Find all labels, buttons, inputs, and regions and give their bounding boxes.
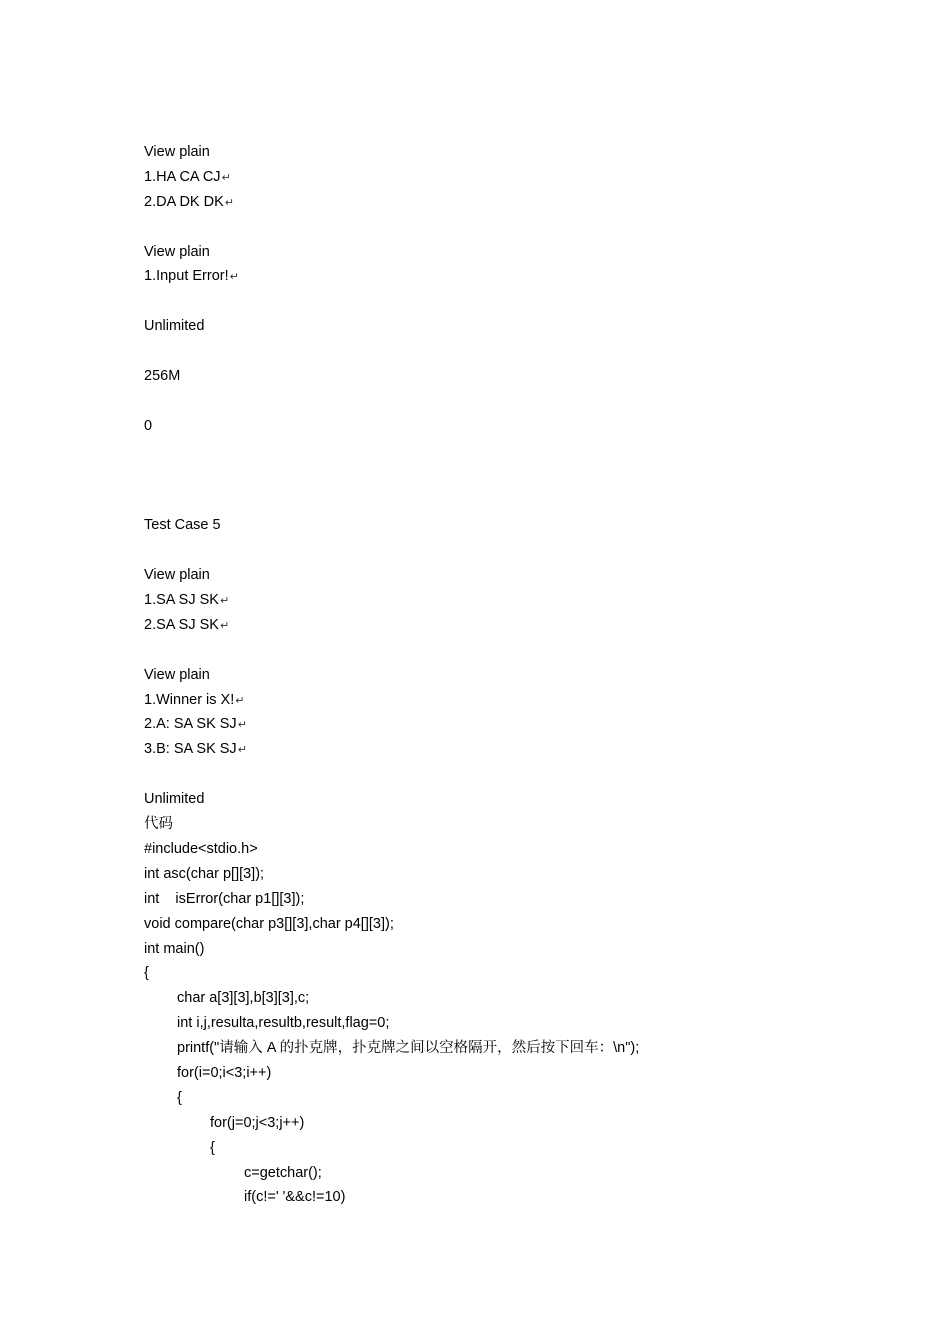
code-line: for(i=0;i<3;i++)	[177, 1064, 272, 1081]
code-line: if(c!=' '&&c!=10)	[244, 1189, 346, 1206]
input-label: View plain	[144, 567, 210, 584]
input-line: 2.DA DK DK↵	[144, 193, 234, 210]
return-mark-icon: ↵	[237, 744, 247, 757]
output-line: 2.A: SA SK SJ↵	[144, 716, 247, 733]
code-line: {	[210, 1139, 215, 1156]
code-line: int isError(char p1[][3]);	[144, 890, 305, 907]
memory-limit: 256M	[144, 368, 181, 385]
code-line: int main()	[144, 940, 205, 957]
code-line: char a[3][3],b[3][3],c;	[177, 990, 310, 1007]
code-line: int asc(char p[][3]);	[144, 865, 265, 882]
test-case-title: Test Case 5	[144, 517, 221, 534]
output-label: View plain	[144, 243, 210, 260]
return-mark-icon: ↵	[219, 595, 230, 608]
code-line: {	[177, 1089, 182, 1106]
output-label: View plain	[144, 666, 210, 683]
output-line: 3.B: SA SK SJ↵	[144, 741, 247, 758]
return-mark-icon: ↵	[237, 719, 247, 732]
code-line: printf("请输入 A 的扑克牌，扑克牌之间以空格隔开，然后按下回车：\n");	[177, 1040, 640, 1057]
code-line: void compare(char p3[][3],char p4[][3]);	[144, 915, 394, 932]
extra-process: 0	[144, 417, 153, 434]
code-line: {	[144, 965, 149, 982]
input-line: 2.SA SJ SK↵	[144, 616, 230, 633]
return-mark-icon: ↵	[219, 619, 230, 632]
document-page	[144, 140, 864, 1210]
code-line: #include<stdio.h>	[144, 840, 258, 857]
input-line: 1.HA CA CJ↵	[144, 168, 231, 185]
return-mark-icon: ↵	[221, 171, 231, 184]
code-heading: 代码	[144, 816, 173, 833]
output-line: 1.Input Error!↵	[144, 268, 239, 285]
return-mark-icon: ↵	[224, 196, 234, 209]
code-line: for(j=0;j<3;j++)	[210, 1114, 305, 1131]
output-line: 1.Winner is X!↵	[144, 691, 245, 708]
return-mark-icon: ↵	[229, 271, 239, 284]
input-line: 1.SA SJ SK↵	[144, 592, 230, 609]
code-line: c=getchar();	[244, 1164, 322, 1181]
return-mark-icon: ↵	[235, 694, 245, 707]
time-limit: Unlimited	[144, 318, 205, 335]
time-limit: Unlimited	[144, 791, 205, 808]
code-line: int i,j,resulta,resultb,result,flag=0;	[177, 1015, 390, 1032]
input-label: View plain	[144, 144, 210, 160]
